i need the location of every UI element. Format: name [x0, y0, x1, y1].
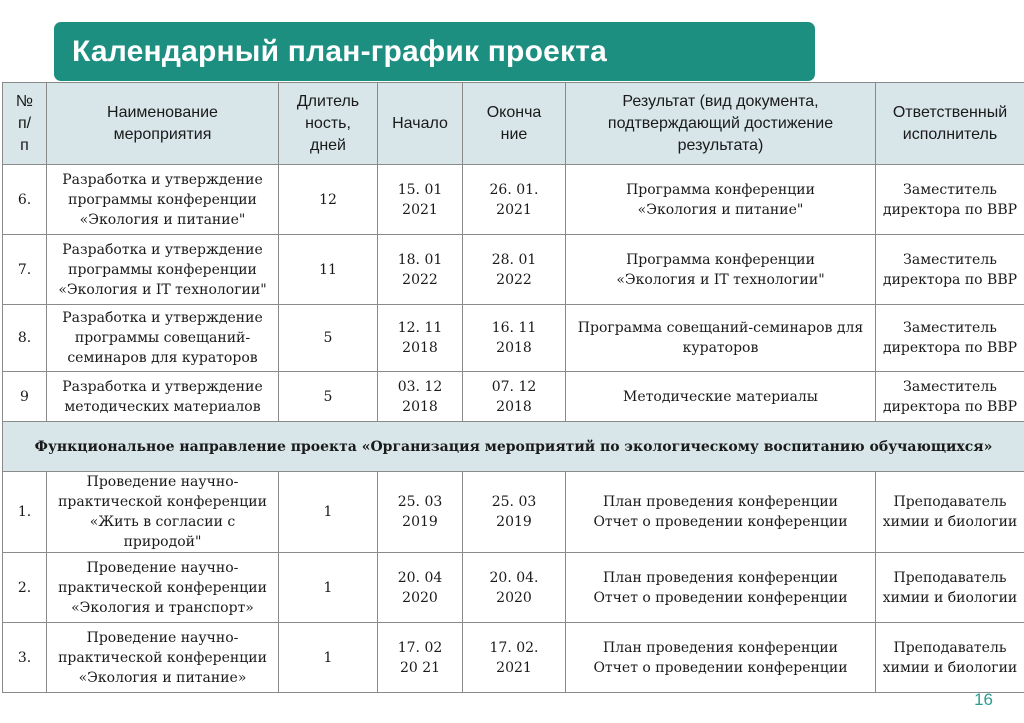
cell-result: Методические материалы: [566, 372, 876, 422]
schedule-table: [2, 82, 1024, 693]
column-header-end: Оконча ние: [463, 83, 566, 165]
cell-responsible: Заместитель директора по ВВР: [876, 235, 1024, 305]
cell-start: 25. 03 2019: [378, 472, 463, 553]
cell-end: 07. 12 2018: [463, 372, 566, 422]
cell-result: План проведения конференции Отчет о проведении конференции: [566, 623, 876, 693]
cell-duration: 1: [279, 553, 378, 623]
cell-end: 25. 03 2019: [463, 472, 566, 553]
page-number: 16: [974, 690, 993, 709]
cell-number: 9: [3, 372, 47, 422]
table-row: [3, 235, 1024, 305]
cell-end: 20. 04. 2020: [463, 553, 566, 623]
column-header-number: № п/ п: [3, 83, 47, 165]
cell-start: 03. 12 2018: [378, 372, 463, 422]
cell-start: 12. 11 2018: [378, 305, 463, 372]
cell-result: Программа конференции «Экология и питание": [566, 165, 876, 235]
cell-name: Разработка и утверждение программы конференции «Экология и питание": [47, 165, 279, 235]
table-header-row: [3, 83, 1024, 165]
cell-number: 6.: [3, 165, 47, 235]
cell-duration: 1: [279, 623, 378, 693]
section-title: Функциональное направление проекта «Организация мероприятий по экологическому воспитанию обучающихся»: [3, 422, 1024, 472]
cell-number: 2.: [3, 553, 47, 623]
page-title: Календарный план-график проекта: [54, 22, 815, 81]
table-row: [3, 305, 1024, 372]
cell-name: Разработка и утверждение программы совещаний- семинаров для кураторов: [47, 305, 279, 372]
cell-duration: 1: [279, 472, 378, 553]
table-row: [3, 165, 1024, 235]
cell-number: 7.: [3, 235, 47, 305]
cell-duration: 11: [279, 235, 378, 305]
column-header-result: Результат (вид документа, подтверждающий достижение результата): [566, 83, 876, 165]
cell-result: Программа конференции «Экология и IT технологии": [566, 235, 876, 305]
cell-responsible: Преподаватель химии и биологии: [876, 472, 1024, 553]
cell-end: 28. 01 2022: [463, 235, 566, 305]
cell-responsible: Заместитель директора по ВВР: [876, 305, 1024, 372]
cell-duration: 12: [279, 165, 378, 235]
cell-responsible: Заместитель директора по ВВР: [876, 165, 1024, 235]
cell-name: Проведение научно- практической конференции «Жить в согласии с природой": [47, 472, 279, 553]
cell-duration: 5: [279, 305, 378, 372]
cell-start: 17. 02 20 21: [378, 623, 463, 693]
cell-result: Программа совещаний-семинаров для кураторов: [566, 305, 876, 372]
cell-start: 15. 01 2021: [378, 165, 463, 235]
cell-end: 26. 01. 2021: [463, 165, 566, 235]
cell-start: 20. 04 2020: [378, 553, 463, 623]
table-row: [3, 553, 1024, 623]
table-row: [3, 623, 1024, 693]
cell-result: План проведения конференции Отчет о проведении конференции: [566, 553, 876, 623]
cell-name: Разработка и утверждение программы конференции «Экология и IT технологии": [47, 235, 279, 305]
table-row: [3, 472, 1024, 553]
cell-responsible: Заместитель директора по ВВР: [876, 372, 1024, 422]
cell-end: 17. 02. 2021: [463, 623, 566, 693]
cell-duration: 5: [279, 372, 378, 422]
cell-name: Разработка и утверждение методических материалов: [47, 372, 279, 422]
cell-name: Проведение научно- практической конференции «Экология и питание»: [47, 623, 279, 693]
cell-number: 1.: [3, 472, 47, 553]
column-header-name: Наименование мероприятия: [47, 83, 279, 165]
column-header-start: Начало: [378, 83, 463, 165]
cell-start: 18. 01 2022: [378, 235, 463, 305]
cell-responsible: Преподаватель химии и биологии: [876, 623, 1024, 693]
cell-result: План проведения конференции Отчет о проведении конференции: [566, 472, 876, 553]
cell-number: 8.: [3, 305, 47, 372]
table-row: [3, 372, 1024, 422]
cell-name: Проведение научно- практической конференции «Экология и транспорт»: [47, 553, 279, 623]
cell-end: 16. 11 2018: [463, 305, 566, 372]
cell-responsible: Преподаватель химии и биологии: [876, 553, 1024, 623]
column-header-responsible: Ответственный исполнитель: [876, 83, 1024, 165]
section-header-row: [3, 422, 1024, 472]
cell-number: 3.: [3, 623, 47, 693]
column-header-duration: Длитель ность, дней: [279, 83, 378, 165]
